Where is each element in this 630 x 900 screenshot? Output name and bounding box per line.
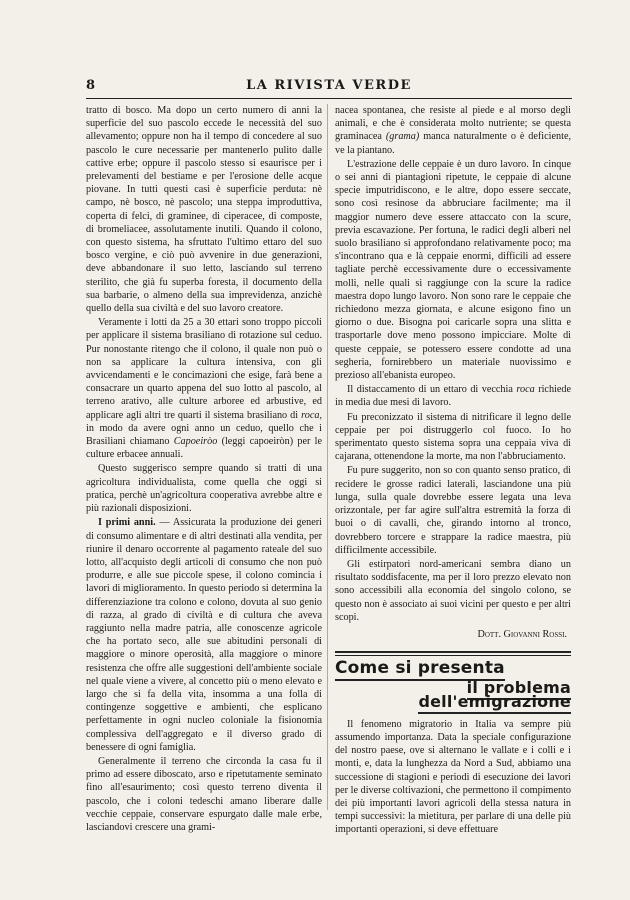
article-title-line-2 <box>335 678 571 711</box>
paragraph: Questo suggerisco sempre quando si tratti di una agricoltura individualista, come quella che oggi si pratica, perchè un'agricoltura cooperativa avrebbe altre e più razionali disposizioni. <box>86 463 322 515</box>
italic-term: (grama) <box>385 131 420 143</box>
running-title: LA RIVISTA VERDE <box>246 78 412 93</box>
column-divider <box>327 104 328 810</box>
text-run: richiede in media due mesi di lavoro. <box>335 384 572 409</box>
paragraph: Fu preconizzato il sistema di nitrificare il legno delle ceppaie per poi distruggerlo col fuoco. Io ho sperimentato questo sistema sopra una ceppaia viva di cajarana, ottenendone la morte, ma non l'abbruciamento. <box>335 411 571 463</box>
title-text: Come si presenta <box>335 658 505 681</box>
article-separator-thin <box>335 655 571 656</box>
text-run: in modo da avere ogni anno un ceduo, quello che i Brasiliani chiamano <box>86 422 322 448</box>
paragraph <box>86 516 322 754</box>
italic-term: roca, <box>301 409 323 421</box>
paragraph: L'estrazione delle ceppaie è un duro lavoro. In cinque o sei anni di piantagioni ripetute, le ceppaie di alcune specie imputridiscono, e le altre, dopo essere seccate, sono così resinose da abbruciare facilmente; ma il maggior numero deve essere attaccato con la scure, previa escavazione. Per fortuna, le radici degli alberi nel suolo brasiliano si approfondano relativamente poco; ma s'incontrano qua e là ceppaie enormi, difficili ad essere tagliate perchè eccessivamente dure o eccessivamente molli, nelle quali si raggiunge con la scure la radice maestra dopo lungo lavoro. Non sono rare le ceppaie che richiedono mezza giornata, e alcune esigono fino un giorno o due. Bisogna poi caricarle sopra una slitta e trasportarle dove meno possono impicciare. Molte di queste ceppaie, se potessero essere condotte ad una segheria, fornirebbero un materiale nuovissimo e prezioso all'ebanista europeo. <box>335 158 571 382</box>
paragraph <box>335 104 571 157</box>
paragraph: tratto di bosco. Ma dopo un certo numero di anni la superficie del suo pascolo eccede le necessità del suo allevamento; oppure non ha il tempo di concedere al suo pascolo le cure necessarie per mantenerlo pulito dalle cattive erbe; oppure il pascolo stesso si esaurisce per i prelevamenti del bestiame e per l'erosione delle acque piovane. In tutti questi casi è superficie perduta: nè campo, nè bosco, nè pascolo; una steppa improduttiva, coperta di felci, di graminee, di ciperacee, di composte, di bromeliacee, assolutamente inutili. Quando il colono, con questo sistema, ha sfruttato l'ultimo ettaro del suo bosco vergine, e ciò può avvenire in due generazioni, deve abbandonare il suo letto, lasciando sul terreno sterilito, che già fu superba foresta, il documento della sua barbarie, o almeno della sua imprevidenza, anzichè quello della sua civiltà e del suo lavoro creatore. <box>86 105 322 315</box>
article-separator <box>335 651 571 653</box>
article-title-line-1 <box>335 658 571 679</box>
paragraph: Generalmente il terreno che circonda la casa fu il primo ad essere diboscato, arso e ripetutamente seminato fino all'esaurimento; così questo terreno diventa il pascolo, che i coloni tedeschi amano liberare dalle vecchie ceppaie, conservare espurgato dalle male erbe, lasciandovi crescere una grami- <box>86 755 322 833</box>
signature: Dott. Giovanni Rossi. <box>477 628 567 640</box>
paragraph <box>86 316 322 461</box>
text-run: (leggi capoeiròn) per le culture erbacee annuali. <box>86 436 322 461</box>
section-lead: I primi anni. <box>98 517 156 529</box>
page-number: 8 <box>86 78 96 93</box>
paragraph: Il fenomeno migratorio in Italia va sempre più assumendo importanza. Data la speciale configurazione del nostro paese, ove si alternano le vallate e i colli e i monti, e, data la lunghezza da Nord a Sud, abbiamo una successione di stagioni e periodi di esecuzione dei lavori per le diverse coltivazioni, che permettono il compimento dei più importanti lavori agricoli della stessa natura in tempi successivi: la mietitura, per parlare di una delle più importanti operazioni, si deve effettuare <box>335 718 571 836</box>
header-rule <box>86 98 572 99</box>
italic-term: roca <box>516 384 535 396</box>
text-run: nacea spontanea, che resiste al piede e al morso degli animali, e che è considerata molto nutriente; se questa graminacea <box>335 105 571 143</box>
paragraph: Gli estirpatori nord-americani sembra diano un risultato soddisfacente, ma per il loro prezzo elevato non sono accessibili alla economia del singolo colono, se questo non è associato ai suoi vicini per questo e per altri scopi. <box>335 558 571 623</box>
paragraph <box>335 383 571 409</box>
text-run: — Assicurata la produzione dei generi di consumo alimentare e di altri destinati alla vendita, per riunire il denaro occorrente al pagamento rateale del suo lotto, all'acquisto degli articoli di consumo che non può produrre, e alle sue piccole spese, il colono comincia i lavori di miglioramento. In questo periodo si determina la differenziazione tra colono e colono, dovuta al suo genio di razza, al grado di civiltà e di cultura che aveva raggiunto nella madre patria, alle conoscenze agricole che ha portato seco, alle sue abitudini personali di maggiore o minore operosità, alla maggiore o minore resistenza che offre alle suggestioni dell'ambiente sociale nel quale viene a vivere, al concetto più o meno elevato e largo che si fa della vita, insomma a una folla di contingenze soggettive e ambienti, che esplicano perfettamente in ogni nucleo coloniale la fisionomia complessiva dell'aggregato e il diverso grado di benessere di ogni famiglia. <box>86 517 322 753</box>
text-run: Veramente i lotti da 25 a 30 ettari sono troppo piccoli per applicare il sistema brasiliano di rotazione sul ceduo. Pur nonostante ritengo che il colono, il quale non può o non sa applicare la cultura intensiva, con gli avvicendamenti e le concimazioni che esige, farà bene a consacrare un quarto appena del suo lotto al pascolo, al terreno arativo, alle culture arboree ed arbustive, ed applicare agli altri tre quarti il sistema brasiliano di <box>86 317 322 421</box>
italic-term: Capoeiròo <box>173 436 218 448</box>
page-header <box>86 74 572 96</box>
paragraph: Fu pure suggerito, non so con quanto senso pratico, di recidere le grosse radici laterali, lasciandone una più lunga, sulla quale dovrebbe essere legata una leva orizzontale, per far agire sull'altra estremità la forza di buoi o di cavalli, che, girando intorno al tronco, dovrebbero torcere e strappare la radice maestra, più difficilmente accessibile. <box>335 465 571 556</box>
text-run: Il distaccamento di un ettaro di vecchia <box>347 384 513 396</box>
right-column <box>335 104 571 838</box>
title-text: il problema dell'emigrazione <box>418 678 571 713</box>
text-run: manca naturalmente o è deficiente, ve la piantano. <box>335 131 572 156</box>
left-column <box>86 104 322 835</box>
